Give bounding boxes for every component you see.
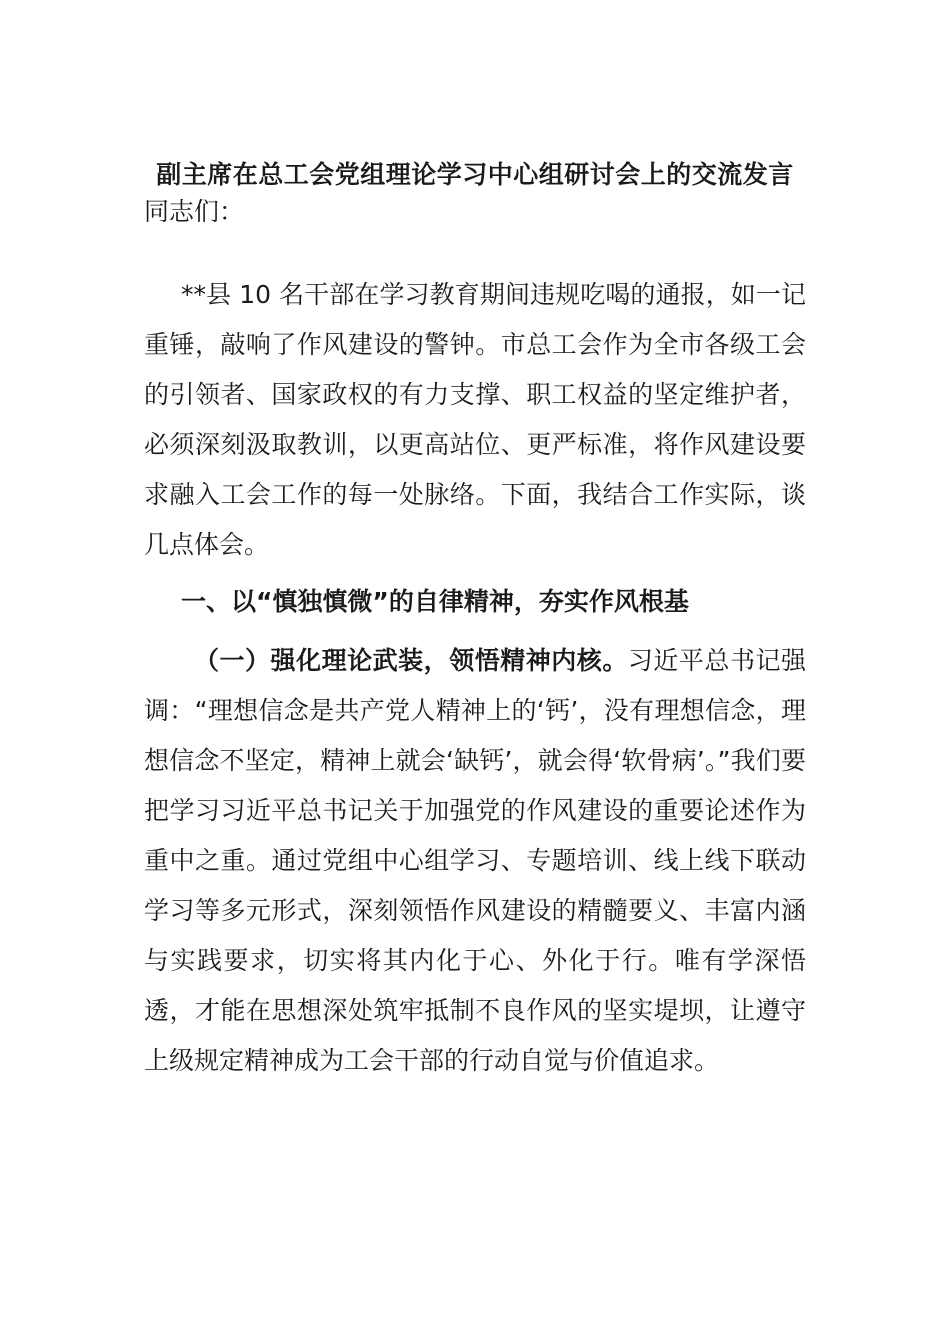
subsection-body: 习近平总书记强调：“理想信念是共产党人精神上的‘钙’，没有理想信念，理想信念不坚定，精神上就会‘缺钙’，就会得‘软骨病’。”我们要把学习习近平总书记关于加强党的作风建设的重要论述作为重中之重。通过党组中心组学习、专题培训、线上线下联动学习等多元形式，深刻领悟作风建设的精髓要义、丰富内涵与实践要求，切实将其内化于心、外化于行。唯有学深悟透，才能在思想深处筑牢抵制不良作风的坚实堤坝，让遵守上级规定精神成为工会干部的行动自觉与价值追求。 <box>144 646 806 1075</box>
subsection-paragraph-1 <box>144 636 806 1086</box>
document-title: 副主席在总工会党组理论学习中心组研讨会上的交流发言 <box>156 160 794 189</box>
salutation: 同志们： <box>144 197 245 226</box>
intro-paragraph: **县 10 名干部在学习教育期间违规吃喝的通报，如一记重锤，敲响了作风建设的警钟。市总工会作为全市各级工会的引领者、国家政权的有力支撑、职工权益的坚定维护者，必须深刻汲取教训，以更高站位、更严标准，将作风建设要求融入工会工作的每一处脉络。下面，我结合工作实际，谈几点体会。 <box>144 280 806 559</box>
section-heading-1: 一、以“慎独慎微”的自律精神，夯实作风根基 <box>181 587 689 616</box>
subsection-lead: （一）强化理论武装，领悟精神内核。 <box>194 646 628 675</box>
